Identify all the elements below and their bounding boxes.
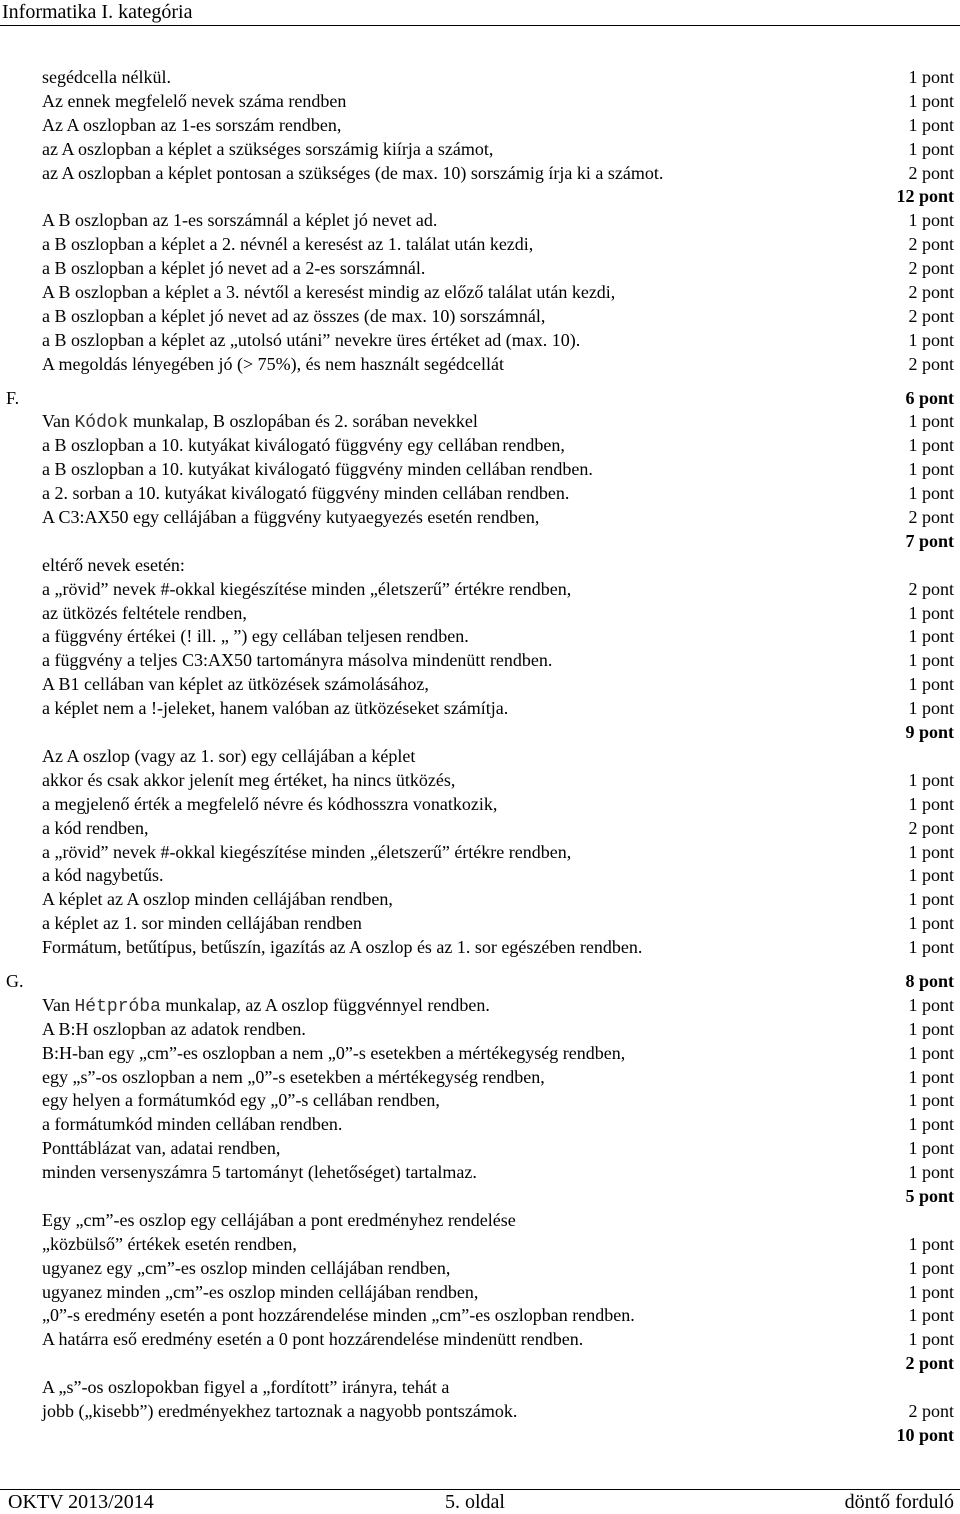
points: 1 pont	[908, 865, 954, 886]
criterion-text: akkor és csak akkor jelenít meg értéket, ha nincs ütközés,	[42, 769, 456, 790]
section-row	[0, 970, 960, 994]
points: 1 pont	[908, 650, 954, 671]
points: 2 pont	[908, 234, 954, 255]
points: 1 pont	[908, 769, 954, 790]
points: 2 pont	[908, 305, 954, 326]
points: 1 pont	[908, 841, 954, 862]
criterion-text: Egy „cm”-es oszlop egy cellájában a pont eredményhez rendelése	[42, 1209, 516, 1230]
points: 1 pont	[908, 435, 954, 456]
section-gap	[0, 960, 960, 970]
sheet-name: Hétpróba	[74, 996, 161, 1017]
criterion-text: jobb („kisebb”) eredményekhez tartoznak a nagyobb pontszámok.	[42, 1400, 518, 1421]
points: 1 pont	[908, 1114, 954, 1135]
subtotal-row	[0, 185, 960, 209]
criterion-row	[0, 1161, 960, 1185]
header-rule	[0, 25, 960, 26]
criterion-text: a függvény értékei (! ill. „ ”) egy cellában teljesen rendben.	[42, 626, 469, 647]
criterion-text: a formátumkód minden cellában rendben.	[42, 1114, 343, 1135]
criterion-text: Az A oszlopban az 1-es sorszám rendben,	[42, 114, 342, 135]
sheet-name: Kódok	[74, 413, 129, 434]
points: 2 pont	[908, 353, 954, 374]
criterion-row	[0, 162, 960, 186]
criterion-row	[0, 1233, 960, 1257]
subtotal-points: 5 pont	[905, 1185, 954, 1206]
subtotal-points: 8 pont	[905, 970, 954, 991]
criterion-text: a B oszlopban a 10. kutyákat kiválogató függvény egy cellában rendben,	[42, 435, 565, 456]
criterion-row	[0, 353, 960, 377]
criterion-text: az A oszlopban a képlet a szükséges sorszámig kiírja a számot,	[42, 138, 494, 159]
points: 1 pont	[908, 1138, 954, 1159]
subtotal-row	[0, 1185, 960, 1209]
points: 1 pont	[908, 1066, 954, 1087]
subtotal-points: 6 pont	[905, 387, 954, 408]
subtotal-row	[0, 1424, 960, 1448]
subtotal-row	[0, 721, 960, 745]
criterion-text: A megoldás lényegében jó (> 75%), és nem használt segédcellát	[42, 353, 504, 374]
criterion-row	[0, 1137, 960, 1161]
subtotal-points: 12 pont	[896, 186, 954, 207]
criterion-row	[0, 209, 960, 233]
points: 1 pont	[908, 329, 954, 350]
criterion-row	[0, 793, 960, 817]
criterion-row	[0, 554, 960, 578]
points: 1 pont	[908, 913, 954, 934]
criterion-row	[0, 649, 960, 673]
criterion-text: a B oszlopban a képlet a 2. névnél a keresést az 1. találat után kezdi,	[42, 234, 534, 255]
points: 1 pont	[908, 67, 954, 87]
criterion-text: a kód rendben,	[42, 817, 149, 838]
criterion-row	[0, 1113, 960, 1137]
subtotal-row	[0, 530, 960, 554]
criterion-text-prefix: Van	[42, 994, 75, 1015]
criterion-text: a „rövid” nevek #-okkal kiegészítése minden „életszerű” értékre rendben,	[42, 578, 572, 599]
criterion-text: az A oszlopban a képlet pontosan a szükséges (de max. 10) sorszámig írja ki a számot.	[42, 162, 664, 183]
section-row	[0, 387, 960, 411]
criterion-text: eltérő nevek esetén:	[42, 554, 185, 575]
points: 1 pont	[908, 889, 954, 910]
points: 1 pont	[908, 138, 954, 159]
points: 1 pont	[908, 114, 954, 135]
criterion-text: a B oszlopban a képlet jó nevet ad az összes (de max. 10) sorszámnál,	[42, 305, 546, 326]
criterion-text-rest: munkalap, az A oszlop függvénnyel rendben.	[160, 994, 490, 1015]
points: 2 pont	[908, 162, 954, 183]
criterion-row	[0, 506, 960, 530]
criterion-row	[0, 817, 960, 841]
criterion-text: a 2. sorban a 10. kutyákat kiválogató függvény minden cellában rendben.	[42, 483, 570, 504]
criterion-text: a kód nagybetűs.	[42, 865, 164, 886]
points: 1 pont	[908, 602, 954, 623]
subtotal-row	[0, 1352, 960, 1376]
criterion-row	[0, 1328, 960, 1352]
points: 2 pont	[908, 578, 954, 599]
criterion-text: a „rövid” nevek #-okkal kiegészítése minden „életszerű” értékre rendben,	[42, 841, 572, 862]
points: 2 pont	[908, 258, 954, 279]
criterion-text: a képlet az 1. sor minden cellájában rendben	[42, 913, 362, 934]
points: 2 pont	[908, 817, 954, 838]
scoring-list	[0, 66, 960, 1448]
criterion-row	[0, 888, 960, 912]
criterion-text: egy helyen a formátumkód egy „0”-s cellában rendben,	[42, 1090, 440, 1111]
criterion-row	[0, 138, 960, 162]
criterion-text: minden versenyszámra 5 tartományt (lehetőséget) tartalmaz.	[42, 1162, 477, 1183]
section-label: G.	[6, 970, 24, 991]
criterion-text: a B oszlopban a 10. kutyákat kiválogató függvény minden cellában rendben.	[42, 459, 593, 480]
criterion-text: a B oszlopban a képlet jó nevet ad a 2-es sorszámnál.	[42, 258, 426, 279]
subtotal-points: 10 pont	[896, 1424, 954, 1445]
criterion-row	[0, 1042, 960, 1066]
points: 1 pont	[908, 1257, 954, 1278]
criterion-row	[0, 482, 960, 506]
criterion-text: A „s”-os oszlopokban figyel a „fordított” irányra, tehát a	[42, 1377, 450, 1398]
criterion-text: Ponttáblázat van, adatai rendben,	[42, 1138, 281, 1159]
points: 1 pont	[908, 1305, 954, 1326]
criterion-text: A határra eső eredmény esetén a 0 pont hozzárendelése mindenütt rendben.	[42, 1329, 584, 1350]
points: 1 pont	[908, 411, 954, 432]
criterion-row	[0, 66, 960, 90]
criterion-row	[0, 458, 960, 482]
criterion-row	[0, 864, 960, 888]
points: 1 pont	[908, 483, 954, 504]
criterion-text: a B oszlopban a képlet az „utolsó utáni” nevekre üres értéket ad (max. 10).	[42, 329, 581, 350]
points: 1 pont	[908, 1090, 954, 1111]
criterion-text	[42, 410, 478, 436]
criterion-text: A B1 cellában van képlet az ütközések számolásához,	[42, 674, 429, 695]
points: 2 pont	[908, 282, 954, 303]
criterion-text: a megjelenő érték a megfelelő névre és kódhosszra vonatkozik,	[42, 793, 498, 814]
criterion-text: „közbülső” értékek esetén rendben,	[42, 1233, 297, 1254]
criterion-text-rest: munkalap, B oszlopában és 2. sorában nevekkel	[128, 411, 478, 432]
criterion-row	[0, 114, 960, 138]
criterion-row	[0, 1209, 960, 1233]
footer-page-number: 5. oldal	[445, 1491, 505, 1513]
header-title: Informatika I. kategória	[2, 1, 193, 23]
criterion-text: Formátum, betűtípus, betűszín, igazítás az A oszlop és az 1. sor egészében rendben.	[42, 937, 643, 958]
points: 1 pont	[908, 1018, 954, 1039]
criterion-text: az ütközés feltétele rendben,	[42, 602, 247, 623]
criterion-row	[0, 305, 960, 329]
points: 1 pont	[908, 674, 954, 695]
criterion-row	[0, 769, 960, 793]
criterion-row	[0, 233, 960, 257]
criterion-row	[0, 602, 960, 626]
points: 1 pont	[908, 1329, 954, 1350]
points: 1 pont	[908, 994, 954, 1015]
points: 1 pont	[908, 626, 954, 647]
criterion-text-prefix: Van	[42, 411, 75, 432]
criterion-row	[0, 673, 960, 697]
criterion-row	[0, 1304, 960, 1328]
criterion-text: segédcella nélkül.	[42, 67, 171, 87]
criterion-row	[0, 1066, 960, 1090]
subtotal-points: 9 pont	[905, 722, 954, 743]
criterion-row	[0, 410, 960, 434]
criterion-text: A C3:AX50 egy cellájában a függvény kutyaegyezés esetén rendben,	[42, 507, 540, 528]
criterion-row	[0, 281, 960, 305]
criterion-text: Az A oszlop (vagy az 1. sor) egy cellájában a képlet	[42, 745, 416, 766]
criterion-text: A B oszlopban a képlet a 3. névtől a keresést mindig az előző találat után kezdi,	[42, 282, 616, 303]
criterion-row	[0, 994, 960, 1018]
points: 1 pont	[908, 1233, 954, 1254]
criterion-text	[42, 994, 490, 1020]
criterion-row	[0, 1018, 960, 1042]
subtotal-points: 7 pont	[905, 530, 954, 551]
criterion-row	[0, 1400, 960, 1424]
criterion-row	[0, 912, 960, 936]
criterion-text: egy „s”-os oszlopban a nem „0”-s esetekben a mértékegység rendben,	[42, 1066, 545, 1087]
subtotal-points: 2 pont	[905, 1353, 954, 1374]
criterion-row	[0, 90, 960, 114]
criterion-text: a függvény a teljes C3:AX50 tartományra másolva mindenütt rendben.	[42, 650, 553, 671]
criterion-text: B:H-ban egy „cm”-es oszlopban a nem „0”-s esetekben a mértékegység rendben,	[42, 1042, 626, 1063]
criterion-row	[0, 841, 960, 865]
criterion-row	[0, 1089, 960, 1113]
criterion-text: A képlet az A oszlop minden cellájában rendben,	[42, 889, 393, 910]
criterion-row	[0, 329, 960, 353]
criterion-row	[0, 1257, 960, 1281]
section-label: F.	[6, 387, 20, 408]
footer-left: OKTV 2013/2014	[8, 1491, 154, 1513]
criterion-row	[0, 257, 960, 281]
criterion-row	[0, 1376, 960, 1400]
section-gap	[0, 377, 960, 387]
criterion-row	[0, 434, 960, 458]
points: 1 pont	[908, 698, 954, 719]
points: 1 pont	[908, 1042, 954, 1063]
criterion-row	[0, 936, 960, 960]
criterion-row	[0, 697, 960, 721]
points: 2 pont	[908, 1400, 954, 1421]
page-footer	[0, 1488, 960, 1512]
criterion-text: ugyanez egy „cm”-es oszlop minden cellájában rendben,	[42, 1257, 451, 1278]
criterion-text: A B:H oszlopban az adatok rendben.	[42, 1018, 306, 1039]
points: 1 pont	[908, 1162, 954, 1183]
criterion-text: „0”-s eredmény esetén a pont hozzárendelése minden „cm”-es oszlopban rendben.	[42, 1305, 635, 1326]
criterion-text: A B oszlopban az 1-es sorszámnál a képlet jó nevet ad.	[42, 210, 438, 231]
points: 2 pont	[908, 507, 954, 528]
criterion-row	[0, 1281, 960, 1305]
points: 1 pont	[908, 1281, 954, 1302]
points: 1 pont	[908, 937, 954, 958]
criterion-text: Az ennek megfelelő nevek száma rendben	[42, 90, 347, 111]
points: 1 pont	[908, 793, 954, 814]
footer-right: döntő forduló	[844, 1491, 954, 1513]
criterion-text: a képlet nem a !-jeleket, hanem valóban az ütközéseket számítja.	[42, 698, 509, 719]
criterion-text: ugyanez minden „cm”-es oszlop minden cellájában rendben,	[42, 1281, 479, 1302]
points: 1 pont	[908, 90, 954, 111]
points: 1 pont	[908, 210, 954, 231]
page-header	[0, 0, 960, 26]
points: 1 pont	[908, 459, 954, 480]
criterion-row	[0, 578, 960, 602]
criterion-row	[0, 745, 960, 769]
criterion-row	[0, 625, 960, 649]
